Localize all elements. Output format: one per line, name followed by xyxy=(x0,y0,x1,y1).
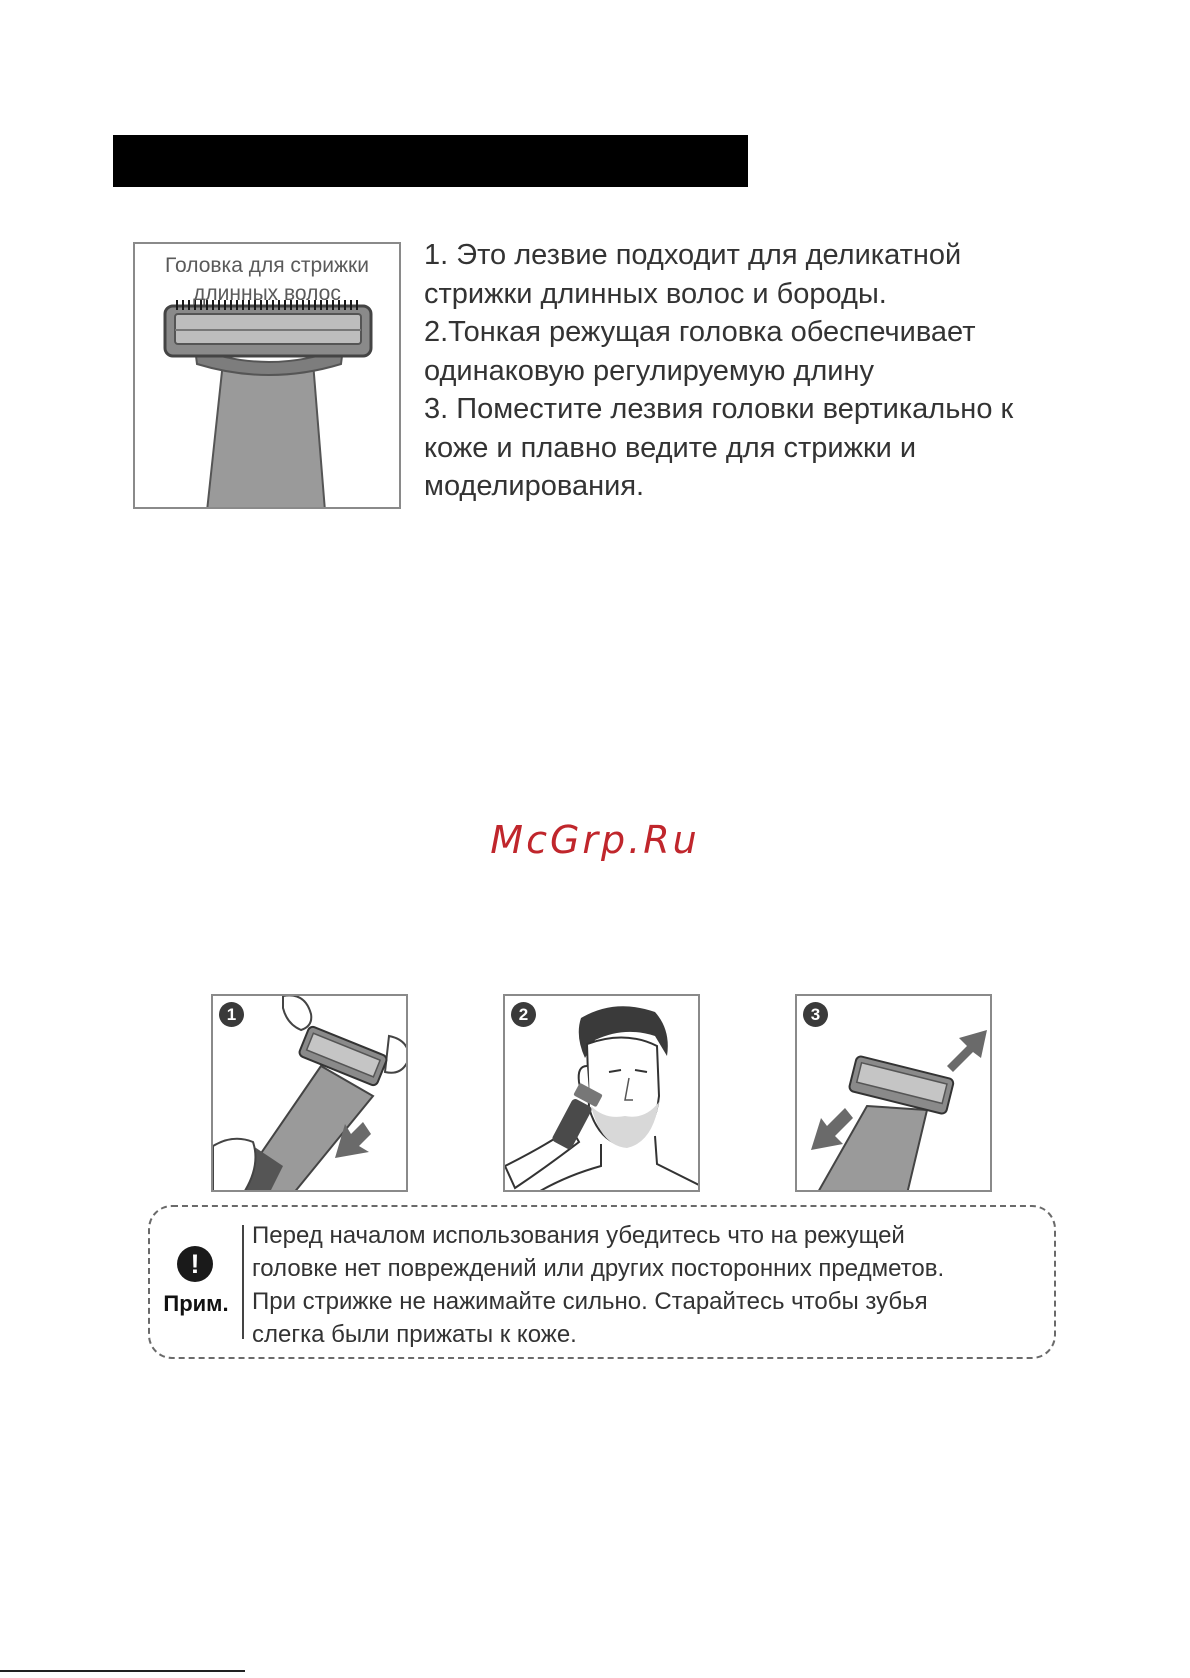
step-number-badge: 3 xyxy=(803,1002,828,1027)
note-line: головке нет повреждений или других посторонних предметов. xyxy=(252,1255,945,1282)
note-divider xyxy=(242,1225,244,1339)
instruction-line: моделирования. xyxy=(424,470,645,502)
instruction-line: стрижки длинных волос и бороды. xyxy=(424,277,887,310)
note-line: Перед началом использования убедитесь что на режущей xyxy=(252,1222,905,1249)
arrow-icon xyxy=(947,1030,987,1072)
step-3-illustration xyxy=(795,994,992,1192)
head-caption-line: Головка для стрижки xyxy=(165,254,369,277)
note-box xyxy=(148,1205,1056,1359)
head-caption-line: длинных волос xyxy=(193,282,341,305)
step-2-drawing xyxy=(505,996,700,1192)
note-line: слегка были прижаты к коже. xyxy=(252,1321,577,1348)
footer-rule xyxy=(0,1670,245,1672)
instruction-line: 2.Тонкая режущая головка обеспечивает xyxy=(424,316,976,348)
step-3-drawing xyxy=(797,996,992,1192)
step-2-illustration xyxy=(503,994,700,1192)
watermark: McGrp.Ru xyxy=(490,818,700,862)
trimmer-head-illustration xyxy=(133,242,401,509)
note-line: При стрижке не нажимайте сильно. Старайтесь чтобы зубья xyxy=(252,1288,928,1315)
instruction-line: коже и плавно ведите для стрижки и xyxy=(424,431,917,464)
instruction-line: 3. Поместите лезвия головки вертикально к xyxy=(424,393,1014,425)
instruction-line: одинаковую регулируемую длину xyxy=(424,354,875,387)
note-text xyxy=(252,1219,1042,1351)
step-number-badge: 2 xyxy=(511,1002,536,1027)
step-1-drawing xyxy=(213,996,408,1192)
step-number-badge: 1 xyxy=(219,1002,244,1027)
note-label: Прим. xyxy=(163,1291,229,1316)
instructions-text xyxy=(424,236,1074,506)
exclamation-circle-icon: ! xyxy=(177,1246,213,1282)
section-header-bar xyxy=(113,135,748,187)
step-1-illustration xyxy=(211,994,408,1192)
head-caption xyxy=(135,252,399,308)
instruction-line: 1. Это лезвие подходит для деликатной xyxy=(424,239,962,271)
